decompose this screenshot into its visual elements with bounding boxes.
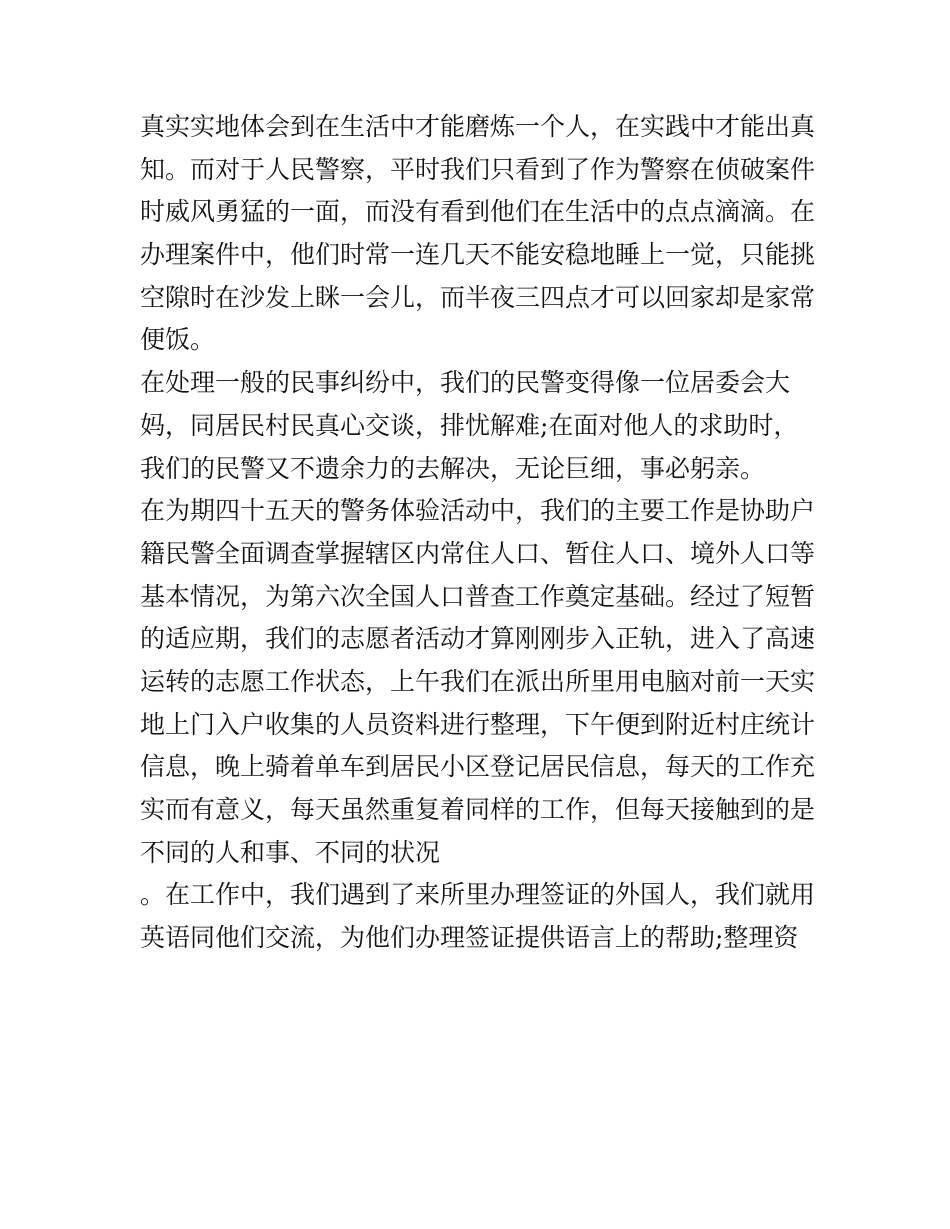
text-line: 运转的志愿工作状态，上午我们在派出所里用电脑对前一天实	[140, 666, 816, 696]
text-line: 知。而对于人民警察，平时我们只看到了作为警察在侦破案件	[140, 154, 816, 184]
text-line: 便饭。	[140, 325, 216, 355]
text-line: 籍民警全面调查掌握辖区内常住人口、暂住人口、境外人口等	[140, 538, 816, 568]
body-text	[140, 106, 830, 960]
text-line: 在为期四十五天的警务体验活动中，我们的主要工作是协助户	[140, 496, 816, 526]
text-line: 真实实地体会到在生活中才能磨炼一个人，在实践中才能出真	[140, 112, 816, 141]
text-line: 英语同他们交流，为他们办理签证提供语言上的帮助;整理资	[140, 923, 799, 953]
text-line: 的适应期，我们的志愿者活动才算刚刚步入正轨，进入了高速	[140, 624, 816, 654]
text-line: 时威风勇猛的一面，而没有看到他们在生活中的点点滴滴。在	[140, 197, 816, 227]
text-line: 基本情况，为第六次全国人口普查工作奠定基础。经过了短暂	[140, 581, 816, 611]
text-line: 妈，同居民村民真心交谈，排忧解难;在面对他人的求助时，	[140, 410, 799, 440]
text-line: 空隙时在沙发上眯一会儿，而半夜三四点才可以回家却是家常	[140, 282, 816, 312]
text-line: 实而有意义，每天虽然重复着同样的工作，但每天接触到的是	[140, 795, 816, 824]
text-line: 信息，晚上骑着单车到居民小区登记居民信息，每天的工作充	[140, 752, 816, 782]
text-line: 地上门入户收集的人员资料进行整理，下午便到附近村庄统计	[140, 709, 816, 739]
text-line: 。在工作中，我们遇到了来所里办理签证的外国人，我们就用	[140, 880, 816, 910]
text-line: 我们的民警又不遗余力的去解决，无论巨细，事必躬亲。	[140, 453, 766, 483]
text-line: 办理案件中，他们时常一连几天不能安稳地睡上一觉，只能挑	[140, 240, 816, 270]
text-line: 在处理一般的民事纠纷中，我们的民警变得像一位居委会大	[140, 368, 791, 398]
text-line: 不同的人和事、不同的状况	[140, 837, 441, 867]
